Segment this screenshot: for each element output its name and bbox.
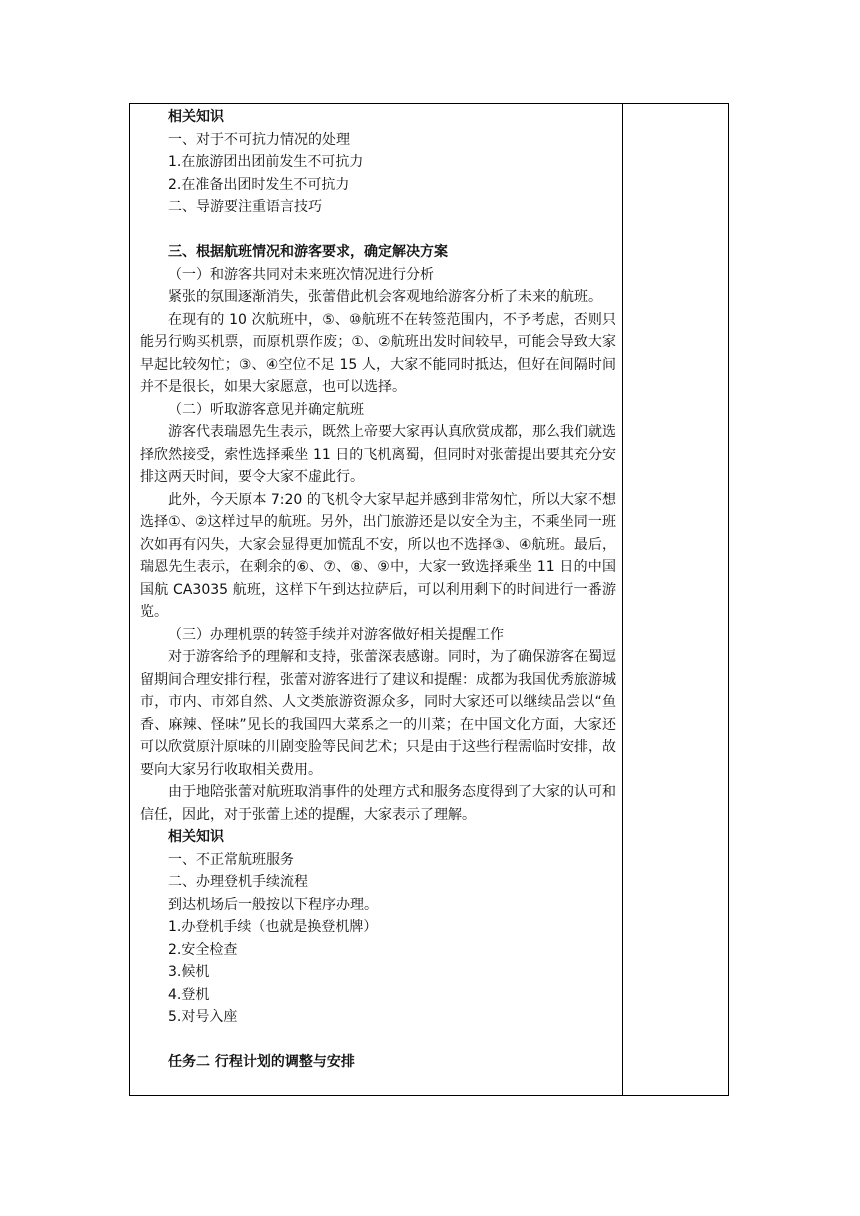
paragraph: 游客代表瑞恩先生表示，既然上帝要大家再认真欣赏成都，那么我们就选择欣然接受，索性选择乘坐 11 日的飞机离蜀，但同时对张蕾提出要其充分安排这两天时间，要令大家不虚此行。: [140, 424, 616, 485]
knowledge-item: 二、办理登机手续流程: [168, 874, 308, 890]
knowledge-item: 4.登机: [168, 986, 210, 1003]
knowledge-item: 1.办登机手续（也就是换登机牌）: [168, 919, 378, 935]
paragraph: 在现有的 10 次航班中，⑤、⑩航班不在转签范围内，不予考虑，否则只能另行购买机票，而原机票作废；①、②航班出发时间较早，可能会导致大家早起比较匆忙；③、④空位不足 15 人，大家不能同时抵达，但好在间隔时间并不是很长，如果大家愿意，也可以选择。: [140, 311, 616, 395]
spacer: [140, 1029, 616, 1052]
knowledge-item: 到达机场后一般按以下程序办理。: [168, 896, 378, 913]
task-heading: 任务二 行程计划的调整与安排: [168, 1054, 355, 1070]
paragraph: 此外，今天原本 7:20 的飞机令大家早起并感到非常匆忙，所以大家不想选择①、②这样过早的航班。另外，出门旅游还是以安全为主，不乘坐同一班次如再有闪失，大家会显得更加慌乱不安，所以也不选择③、④航班。最后，瑞恩先生表示，在剩余的⑥、⑦、⑧、⑨中，大家一致选择乘坐 11 日的中国国航 CA3035 航班，这样下午到达拉萨后，可以利用剩下的时间进行一番游览。: [140, 491, 616, 620]
knowledge-item: 5.对号入座: [168, 1009, 238, 1025]
column-divider: [622, 104, 623, 1095]
knowledge-item: 一、对于不可抗力情况的处理: [168, 131, 350, 148]
paragraph: 对于游客给予的理解和支持，张蕾深表感谢。同时，为了确保游客在蜀逗留期间合理安排行程，张蕾对游客进行了建议和提醒：成都为我国优秀旅游城市，市内、市郊自然、人文类旅游资源众多，同时大家还可以继续品尝以“鱼香、麻辣、怪味”见长的我国四大菜系之一的川菜；在中国文化方面，大家还可以欣赏原汁原味的川剧变脸等民间艺术；只是由于这些行程需临时安排，故要向大家另行收取相关费用。: [140, 649, 616, 778]
knowledge-item: 一、不正常航班服务: [168, 851, 294, 868]
paragraph: 由于地陪张蕾对航班取消事件的处理方式和服务态度得到了大家的认可和信任，因此，对于张蕾上述的提醒，大家表示了理解。: [140, 784, 616, 823]
knowledge-item: 3.候机: [168, 964, 210, 980]
related-knowledge-heading: 相关知识: [168, 829, 224, 845]
knowledge-item: 1.在旅游团出团前发生不可抗力: [168, 154, 364, 170]
section-heading: 三、根据航班情况和游客要求，确定解决方案: [168, 244, 448, 260]
paragraph: 紧张的氛围逐渐消失，张蕾借此机会客观地给游客分析了未来的航班。: [168, 289, 602, 305]
spacer: [140, 219, 616, 242]
subsection-heading: （二）听取游客意见并确定航班: [168, 401, 364, 418]
related-knowledge-heading: 相关知识: [168, 109, 224, 125]
subsection-heading: （一）和游客共同对未来班次情况进行分析: [168, 266, 434, 283]
subsection-heading: （三）办理机票的转签手续并对游客做好相关提醒工作: [168, 626, 504, 643]
knowledge-item: 二、导游要注重语言技巧: [168, 199, 322, 215]
knowledge-item: 2.安全检查: [168, 941, 238, 958]
knowledge-item: 2.在准备出团时发生不可抗力: [168, 176, 350, 193]
content-table: [129, 103, 729, 1096]
main-cell: [140, 106, 616, 1074]
